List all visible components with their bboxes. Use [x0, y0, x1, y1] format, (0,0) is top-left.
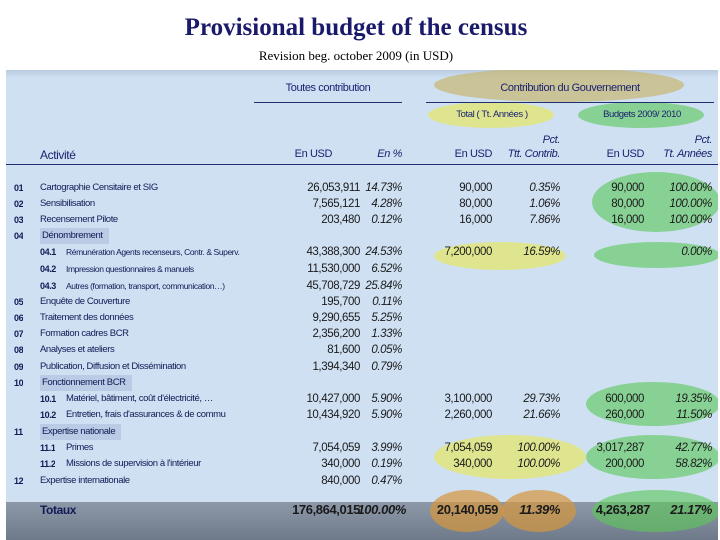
row-budget-pct: 11.50%: [676, 409, 712, 421]
row-total: 81,600: [327, 344, 360, 356]
row-budget: [578, 342, 644, 358]
row-gov-total: [426, 359, 492, 375]
row-budget: [578, 359, 644, 375]
row-budget: [578, 228, 644, 244]
row-label: Analyses et ateliers: [40, 344, 115, 355]
row-code: 01: [14, 183, 24, 193]
row-budget-pct: 42.77%: [675, 442, 712, 454]
row-budget: [578, 326, 644, 342]
row-budget: 200,000: [605, 458, 644, 470]
row-gov-total: 2,260,000: [444, 409, 492, 421]
row-gov-pct: [492, 261, 560, 277]
row-label: Matériel, bâtiment, coût d'électricité, …: [66, 393, 213, 404]
totals-gov-pct: 11.39%: [519, 502, 560, 517]
table-row: [6, 391, 718, 407]
row-label-highlight: Expertise nationale: [40, 424, 121, 440]
row-gov-total: [426, 424, 492, 440]
table-row: [6, 375, 718, 391]
row-total: [262, 228, 360, 244]
row-code: 10.1: [40, 394, 56, 404]
row-budget-pct: 100.00%: [669, 198, 712, 210]
table-row: [6, 294, 718, 310]
row-total: 43,388,300: [306, 246, 360, 258]
row-code: 03: [14, 215, 24, 225]
row-label: Entretien, frais d'assurances & de commu: [66, 409, 226, 420]
row-code: 04.3: [40, 281, 56, 291]
row-gov-pct: 0.35%: [529, 182, 560, 194]
row-gov-pct: 21.66%: [523, 409, 560, 421]
row-gov-total: [426, 375, 492, 391]
row-label: [40, 228, 252, 244]
row-code: 04: [14, 231, 24, 241]
row-gov-total: [426, 342, 492, 358]
row-label: [40, 375, 252, 391]
rule-gouvernement: [426, 102, 714, 103]
row-pct: 1.33%: [371, 328, 402, 340]
row-budget-pct: [644, 375, 712, 391]
row-pct: 6.52%: [371, 263, 402, 275]
table-row: [6, 212, 718, 228]
row-gov-total: [426, 278, 492, 294]
row-code: 11: [14, 427, 23, 437]
row-gov-pct: 29.73%: [523, 393, 560, 405]
row-pct: 24.53%: [365, 246, 402, 258]
row-gov-total: [426, 294, 492, 310]
row-budget: 260,000: [605, 409, 644, 421]
budget-table: [6, 70, 718, 540]
row-total: 9,290,655: [312, 312, 360, 324]
row-gov-pct: 16.59%: [523, 246, 560, 258]
row-budget-pct: [644, 228, 712, 244]
row-budget-pct: [644, 342, 712, 358]
row-gov-pct: [492, 228, 560, 244]
row-gov-pct: 1.06%: [529, 198, 560, 210]
header-toutes-contribution: Toutes contribution: [285, 82, 371, 94]
row-budget: [578, 261, 644, 277]
row-code: 04.1: [40, 247, 56, 257]
row-budget-pct: 100.00%: [669, 182, 712, 194]
table-row: [6, 196, 718, 212]
row-budget-pct: 58.82%: [675, 458, 712, 470]
row-gov-pct: [492, 375, 560, 391]
header-pct-contrib-line2: Ttt. Contrib.: [507, 148, 560, 160]
row-budget: 90,000: [611, 182, 644, 194]
row-gov-total: [426, 261, 492, 277]
table-row: [6, 440, 718, 456]
row-budget: 80,000: [611, 198, 644, 210]
row-budget: 3,017,287: [596, 442, 644, 454]
totals-total: 176,864,015: [292, 502, 360, 517]
row-budget-pct: [644, 359, 712, 375]
row-code: 04.2: [40, 264, 56, 274]
row-gov-pct: [492, 473, 560, 489]
header-pct-contrib-line1: Pct.: [542, 134, 560, 146]
totals-gov-total: 20,140,059: [436, 502, 498, 517]
row-pct: [358, 228, 402, 244]
row-gov-total: 80,000: [459, 198, 492, 210]
totals-row: [6, 500, 718, 520]
row-gov-total: 340,000: [453, 458, 492, 470]
row-code: 06: [14, 313, 24, 323]
row-budget: [578, 473, 644, 489]
row-pct: 0.19%: [371, 458, 402, 470]
totals-pct: 100.00%: [357, 502, 406, 517]
row-gov-pct: [492, 278, 560, 294]
table-row: [6, 456, 718, 472]
row-total: 2,356,200: [312, 328, 360, 340]
row-pct: 4.28%: [371, 198, 402, 210]
header-activite: Activité: [40, 148, 76, 162]
row-label: Recensement Pilote: [40, 214, 118, 225]
row-total: 11,530,000: [307, 263, 360, 275]
row-code: 02: [14, 199, 24, 209]
header-pct-annees-line1: Pct.: [694, 134, 712, 146]
row-pct: [358, 424, 402, 440]
row-pct: 0.05%: [371, 344, 402, 356]
table-row: [6, 424, 718, 440]
table-row: [6, 180, 718, 196]
row-pct: 0.11%: [372, 296, 402, 308]
row-total: 7,054,059: [312, 442, 360, 454]
row-budget: 16,000: [611, 214, 644, 226]
row-label: Traitement des données: [40, 312, 134, 323]
row-gov-pct: 100.00%: [517, 458, 560, 470]
row-gov-pct: 7.86%: [529, 214, 560, 226]
row-budget-pct: [644, 310, 712, 326]
table-row: [6, 359, 718, 375]
header-budgets-2009-2010: Budgets 2009/ 2010: [603, 109, 681, 120]
row-total: 195,700: [321, 296, 360, 308]
row-code: 12: [14, 476, 24, 486]
row-gov-pct: [492, 310, 560, 326]
row-gov-total: [426, 326, 492, 342]
row-budget: 600,000: [605, 393, 644, 405]
row-budget: [578, 278, 644, 294]
row-gov-pct: [492, 359, 560, 375]
row-total: 7,565,121: [312, 198, 360, 210]
row-total: 10,427,000: [306, 393, 360, 405]
row-budget-pct: 0.00%: [681, 246, 712, 258]
header-total-tt-annees: Total ( Tt. Années ): [456, 109, 528, 120]
table-row: [6, 407, 718, 423]
header-en-usd-total: En USD: [294, 148, 332, 160]
header-contribution-gouvernement: Contribution du Gouvernement: [500, 82, 640, 94]
row-code: 07: [14, 329, 24, 339]
row-gov-pct: 100.00%: [517, 442, 560, 454]
row-gov-pct: [492, 326, 560, 342]
row-gov-total: 16,000: [459, 214, 492, 226]
row-gov-total: 3,100,000: [444, 393, 492, 405]
row-code: 10.2: [40, 410, 56, 420]
row-total: 26,053,911: [307, 182, 360, 194]
row-pct: 0.79%: [371, 361, 402, 373]
row-pct: 25.84%: [365, 280, 402, 292]
header-en-usd-budget: En USD: [606, 148, 644, 160]
row-label: Cartographie Censitaire et SIG: [40, 182, 158, 193]
row-budget-pct: [644, 261, 712, 277]
row-budget-pct: [644, 278, 712, 294]
row-pct: 0.12%: [371, 214, 402, 226]
row-gov-total: 7,200,000: [444, 246, 492, 258]
row-budget: [578, 424, 644, 440]
row-total: [262, 424, 360, 440]
rule-header-bottom: [6, 164, 718, 165]
row-code: 08: [14, 345, 24, 355]
row-label-highlight: Fonctionnement BCR: [40, 375, 132, 391]
row-label: [40, 424, 252, 440]
row-label: Autres (formation, transport, communication…): [66, 281, 225, 291]
row-total: [262, 375, 360, 391]
row-gov-total: [426, 473, 492, 489]
header-pct-annees-line2: Tt. Années: [663, 148, 712, 160]
row-gov-total: 7,054,059: [444, 442, 492, 454]
header-en-usd-gov: En USD: [454, 148, 492, 160]
row-gov-pct: [492, 342, 560, 358]
row-budget: [578, 375, 644, 391]
row-code: 10: [14, 378, 24, 388]
header-en-pct: En %: [377, 148, 402, 160]
row-label: Sensibilisation: [40, 198, 95, 209]
row-code: 11.2: [40, 459, 56, 469]
row-label: Formation cadres BCR: [40, 328, 129, 339]
table-row: [6, 310, 718, 326]
totals-budget-pct: 21.17%: [670, 502, 712, 517]
row-label: Missions de supervision à l'intérieur: [66, 458, 201, 469]
row-label-highlight: Dénombrement: [40, 228, 109, 244]
page-subtitle: Revision beg. october 2009 (in USD): [258, 48, 454, 63]
row-label: Enquête de Couverture: [40, 296, 130, 307]
row-label: Publication, Diffusion et Dissémination: [40, 361, 186, 372]
row-pct: 5.90%: [371, 409, 402, 421]
row-pct: [358, 375, 402, 391]
row-pct: 5.25%: [371, 312, 402, 324]
row-label: Expertise internationale: [40, 475, 130, 486]
table-row: [6, 473, 718, 489]
row-label: Primes: [66, 442, 94, 453]
rule-toutes: [254, 102, 402, 103]
totals-budget: 4,263,287: [595, 502, 650, 517]
row-budget-pct: 100.00%: [669, 214, 712, 226]
row-budget: [578, 244, 644, 260]
row-gov-pct: [492, 294, 560, 310]
row-budget-pct: [644, 294, 712, 310]
row-gov-total: [426, 228, 492, 244]
row-pct: 3.99%: [371, 442, 402, 454]
row-budget-pct: 19.35%: [675, 393, 712, 405]
table-row: [6, 278, 718, 294]
row-budget-pct: [644, 424, 712, 440]
row-gov-total: 90,000: [459, 182, 492, 194]
table-row: [6, 244, 718, 260]
row-budget: [578, 294, 644, 310]
row-pct: 14.73%: [365, 182, 402, 194]
row-budget-pct: [644, 473, 712, 489]
totals-label: Totaux: [40, 503, 77, 517]
row-budget-pct: [644, 326, 712, 342]
row-total: 203,480: [321, 214, 360, 226]
row-code: 05: [14, 297, 24, 307]
row-total: 10,434,920: [306, 409, 360, 421]
row-code: 09: [14, 362, 24, 372]
row-pct: 5.90%: [371, 393, 402, 405]
row-gov-pct: [492, 424, 560, 440]
row-total: 840,000: [321, 475, 360, 487]
row-label: Rémunération Agents recenseurs, Contr. & Superv.: [66, 247, 240, 257]
row-gov-total: [426, 310, 492, 326]
row-budget: [578, 310, 644, 326]
row-total: 1,394,340: [312, 361, 360, 373]
table-row: [6, 228, 718, 244]
page-title: Provisional budget of the census: [184, 14, 528, 41]
table-row: [6, 261, 718, 277]
row-total: 340,000: [321, 458, 360, 470]
row-total: 45,708,729: [306, 280, 360, 292]
table-row: [6, 326, 718, 342]
row-label: Impression questionnaires & manuels: [66, 264, 194, 274]
row-code: 11.1: [40, 443, 56, 453]
row-pct: 0.47%: [371, 475, 402, 487]
table-row: [6, 342, 718, 358]
